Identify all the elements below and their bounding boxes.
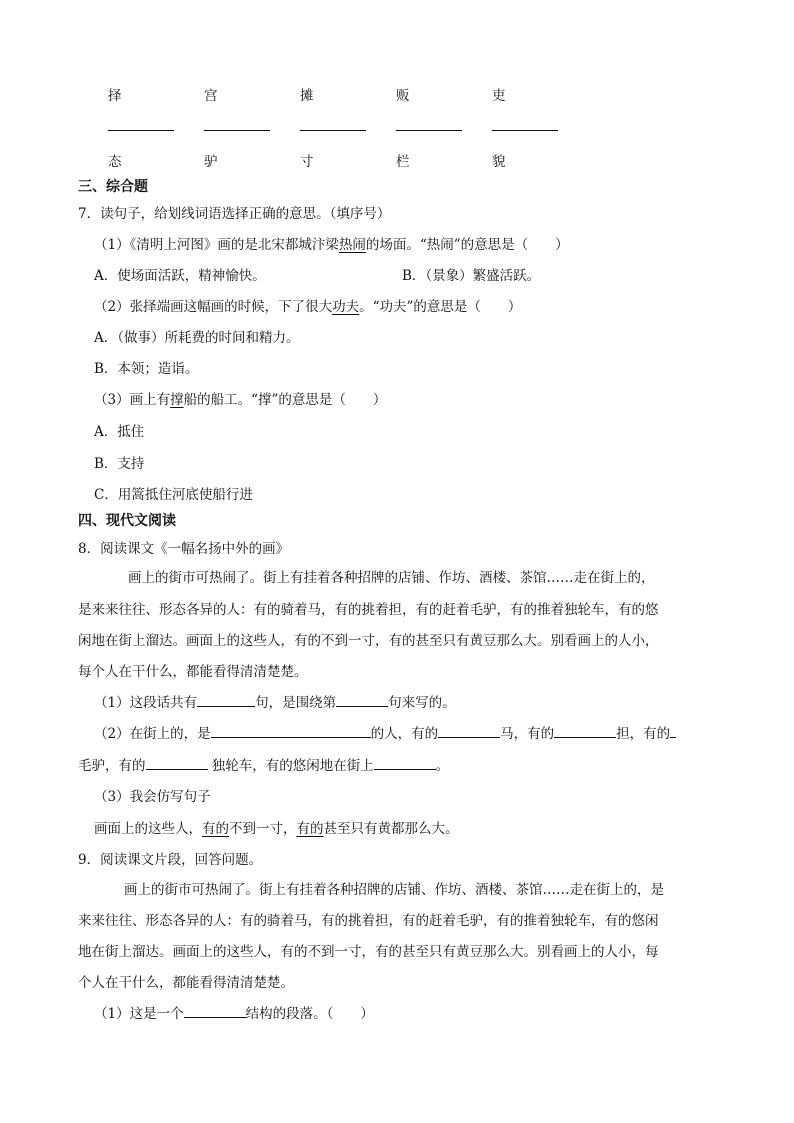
q8-passage-line: 每个人在干什么，都能看得清清楚楚。 (78, 664, 308, 680)
q9-passage-line: 地在街上溜达。画面上的这些人，有的不到一寸，有的甚至只有黄豆那么大。别看画上的人小，每 (78, 944, 659, 960)
char-cell: 栏 (396, 154, 410, 170)
q8-imitation-sentence (94, 817, 459, 837)
char-cell: 择 (108, 88, 122, 104)
q7-s3-option-b[interactable]: B．支持 (94, 456, 145, 472)
fill-blank[interactable] (211, 725, 371, 738)
underlined-word: 热闹 (338, 237, 366, 253)
q8-stem: 8．阅读课文《一幅名扬中外的画》 (78, 541, 290, 557)
q9-passage-line: 来来往往、形态各异的人：有的骑着马，有的挑着担，有的赶着毛驴，有的推着独轮车，有的悠闲 (78, 913, 659, 929)
q7-s3-text: （3）画上有 (94, 392, 171, 408)
q7-s3-text: 船的船工。“撑”的意思是（ ） (183, 392, 387, 408)
section-heading-3: 三、综合题 (78, 179, 148, 195)
answer-line[interactable] (300, 130, 366, 131)
q8-sub2-cont (78, 754, 449, 774)
q9-passage-line: 个人在干什么，都能看得清清楚楚。 (78, 975, 294, 991)
answer-line[interactable] (492, 130, 558, 131)
fill-blank[interactable] (374, 757, 436, 770)
fill-blank[interactable] (184, 1005, 246, 1018)
q7-s2-text: （2）张择端画这幅画的时候，下了很大 (94, 299, 333, 315)
q7-s3 (94, 388, 386, 408)
q7-s1-text: 的场面。“热闹”的意思是（ ） (365, 237, 569, 253)
q9-sub1-text: （1）这是一个 (94, 1006, 184, 1022)
char-cell: 贩 (396, 88, 410, 104)
char-cell: 寸 (300, 154, 314, 170)
q9-stem: 9．阅读课文片段，回答问题。 (78, 852, 263, 868)
char-cell: 态 (108, 154, 122, 170)
fill-blank[interactable] (554, 725, 616, 738)
underlined-word: 有的 (296, 821, 324, 837)
answer-line[interactable] (204, 130, 270, 131)
char-cell: 貌 (492, 154, 506, 170)
q8-sub3: （3）我会仿写句子 (94, 789, 211, 805)
q9-sub1-text: 结构的段落。（ ） (245, 1006, 374, 1022)
imitation-text: 甚至只有黄都那么大。 (323, 821, 459, 837)
underlined-word: 功夫 (332, 299, 360, 315)
q8-passage-line: 是来来往往、形态各异的人：有的骑着马，有的挑着担，有的赶着毛驴，有的推着独轮车，有的悠 (78, 602, 659, 618)
char-cell: 驴 (204, 154, 218, 170)
char-cell: 摊 (300, 88, 314, 104)
q7-s1-option-a[interactable]: A．使场面活跃，精神愉快。 (94, 268, 266, 284)
q8-passage-line: 闲地在街上溜达。画面上的这些人，有的不到一寸，有的甚至只有黄豆那么大。别看画上的人小， (78, 633, 659, 649)
q7-s2-option-a[interactable]: A．（做事）所耗费的时间和精力。 (94, 330, 300, 346)
q9-sub1 (94, 1002, 374, 1022)
section-heading-4: 四、现代文阅读 (78, 513, 176, 529)
answer-line[interactable] (108, 130, 174, 131)
q8-sub1-text: （1）这段话共有 (94, 695, 198, 711)
q7-s1 (94, 233, 569, 253)
q9-passage-line: 画上的街市可热闹了。街上有挂着各种招牌的店铺、作坊、酒楼、茶馆……走在街上的，是 (124, 882, 664, 898)
q8-sub1-text: 句来写的。 (388, 695, 456, 711)
fill-blank[interactable] (197, 694, 255, 707)
q8-sub2-text: 。 (435, 758, 450, 774)
fill-blank[interactable] (670, 725, 676, 738)
q7-s3-option-a[interactable]: A．抵住 (94, 424, 145, 440)
fill-blank[interactable] (146, 757, 208, 770)
q7-s1-option-b[interactable]: B．（景象）繁盛活跃。 (402, 268, 541, 284)
q7-s2-option-b[interactable]: B．本领；造诣。 (94, 361, 199, 377)
q7-s2-text: 。“功夫”的意思是（ ） (359, 299, 522, 315)
answer-lines (108, 130, 588, 131)
q7-s3-option-c[interactable]: C．用篙抵住河底使船行进 (94, 487, 253, 503)
q8-sub2-text: 毛驴，有的 (78, 758, 146, 774)
q8-sub2-text: （2）在街上的，是 (94, 726, 211, 742)
underlined-word: 撑 (170, 392, 184, 408)
q8-sub2-text: 的人，有的 (370, 726, 439, 742)
answer-line[interactable] (396, 130, 462, 131)
char-row-top (108, 84, 588, 104)
q8-sub1 (94, 691, 456, 711)
q8-sub2-text: 马，有的 (500, 726, 555, 742)
fill-blank[interactable] (336, 694, 388, 707)
q8-sub1-text: 句，是围绕第 (255, 695, 337, 711)
imitation-text: 画面上的这些人， (94, 821, 202, 837)
char-cell: 宫 (204, 88, 218, 104)
char-cell: 吏 (492, 88, 506, 104)
q7-s2 (94, 295, 521, 315)
q7-stem: 7．读句子，给划线词语选择正确的意思。（填序号） (78, 206, 391, 222)
q8-passage-line: 画上的街市可热闹了。街上有挂着各种招牌的店铺、作坊、酒楼、茶馆……走在街上的， (128, 570, 655, 586)
fill-blank[interactable] (438, 725, 500, 738)
imitation-text: 不到一寸， (229, 821, 297, 837)
char-row-bottom (108, 150, 588, 170)
underlined-word: 有的 (202, 821, 229, 837)
q7-s1-text: （1）《清明上河图》画的是北宋都城汴梁 (94, 237, 339, 253)
q8-sub2 (94, 722, 676, 742)
q8-sub2-text: 独轮车，有的悠闲地在街上 (207, 758, 374, 774)
q8-sub2-text: 担，有的 (616, 726, 671, 742)
